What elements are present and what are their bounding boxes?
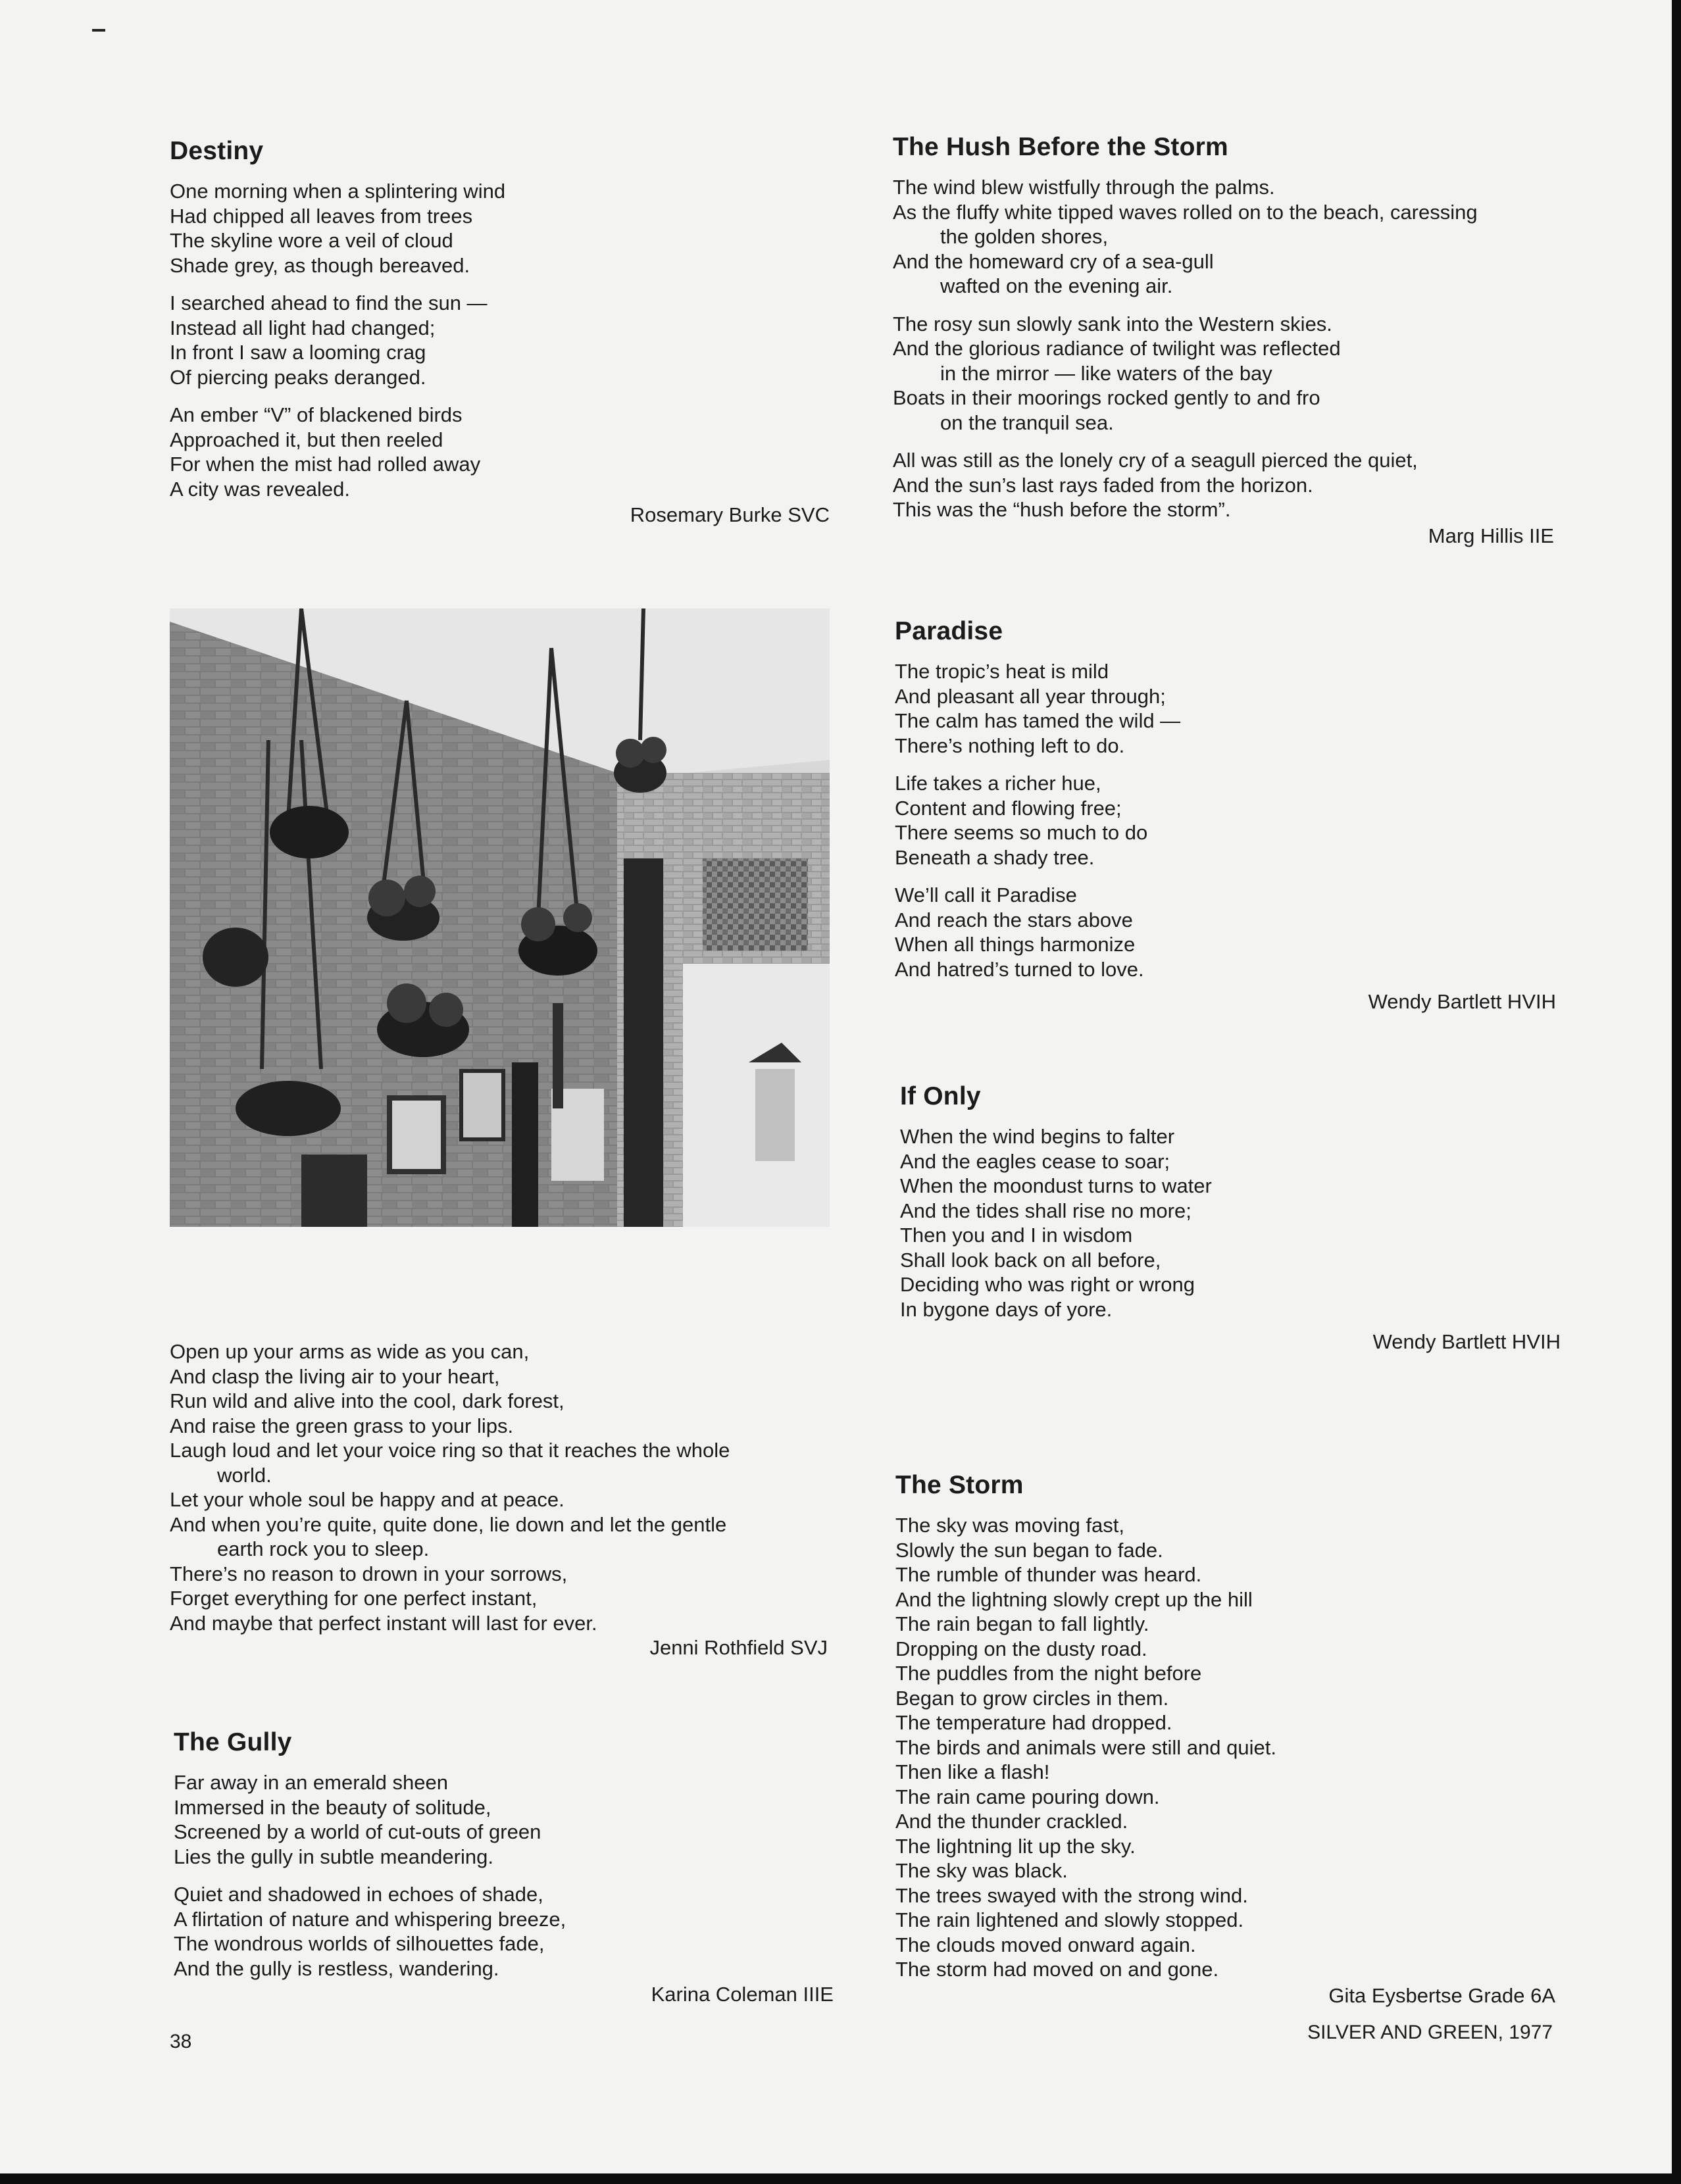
poem-line: Laugh loud and let your voice ring so that it reaches the whole — [170, 1439, 730, 1462]
poem-line: wafted on the evening air. — [940, 274, 1173, 297]
page-edge — [0, 2173, 1681, 2184]
poem-line: When the wind begins to falter — [900, 1125, 1175, 1148]
publication-footer: SILVER AND GREEN, 1977 — [1307, 2022, 1553, 2043]
poem-line: earth rock you to sleep. — [217, 1537, 430, 1560]
poem-line: Deciding who was right or wrong — [900, 1273, 1195, 1296]
poem-line: One morning when a splintering wind — [170, 180, 506, 203]
poem-line: Forget everything for one perfect instant, — [170, 1587, 538, 1610]
poem-author: Marg Hillis IIE — [1428, 524, 1554, 547]
stanza — [170, 403, 830, 501]
poem-line: And clasp the living air to your heart, — [170, 1364, 500, 1388]
poem-line: And hatred’s turned to love. — [895, 957, 1144, 981]
stanza — [895, 883, 1556, 981]
poem-line: There’s no reason to drown in your sorrows, — [170, 1562, 568, 1585]
page-number: 38 — [170, 2031, 192, 2052]
poem-line: A city was revealed. — [170, 477, 350, 501]
poem-title: Destiny — [170, 137, 264, 165]
poem-line: And the thunder crackled. — [895, 1810, 1128, 1833]
poem-line: And the glorious radiance of twilight was reflected — [893, 337, 1341, 360]
poem-line: And maybe that perfect instant will last for ever. — [170, 1611, 597, 1635]
poem-line: And the homeward cry of a sea-gull — [893, 249, 1214, 273]
poem-author: Wendy Bartlett HVIH — [1368, 990, 1556, 1013]
poem-line: Far away in an emerald sheen — [174, 1771, 449, 1794]
poem-line: Shade grey, as though bereaved. — [170, 253, 470, 277]
poem-title: The Hush Before the Storm — [893, 133, 1228, 161]
poem-line: Quiet and shadowed in echoes of shade, — [174, 1883, 543, 1906]
poem-line: The trees swayed with the strong wind. — [895, 1883, 1248, 1907]
stanza — [893, 448, 1554, 522]
poem-title: Paradise — [895, 617, 1003, 645]
poem-line: The sky was moving fast, — [895, 1514, 1125, 1537]
poem-line: There’s nothing left to do. — [895, 733, 1125, 757]
stanza — [895, 771, 1556, 870]
stanza — [900, 1124, 1561, 1322]
poem-line: And raise the green grass to your lips. — [170, 1414, 514, 1437]
poem-line: Had chipped all leaves from trees — [170, 204, 473, 228]
poem-author: Wendy Bartlett HVIH — [1372, 1330, 1561, 1353]
poem-line: Lies the gully in subtle meandering. — [174, 1845, 493, 1868]
poem-line: Content and flowing free; — [895, 796, 1122, 820]
poem-line: The rosy sun slowly sank into the Western skies. — [893, 312, 1332, 335]
poem-line: The storm had moved on and gone. — [895, 1958, 1219, 1981]
poem-line: And the gully is restless, wandering. — [174, 1956, 499, 1980]
poem-line: As the fluffy white tipped waves rolled on to the beach, caressing — [893, 200, 1478, 224]
poem-line: The temperature had dropped. — [895, 1711, 1172, 1734]
poem-line: All was still as the lonely cry of a seagull pierced the quiet, — [893, 449, 1418, 472]
poem-line: The rain lightened and slowly stopped. — [895, 1908, 1244, 1931]
poem-line: Of piercing peaks deranged. — [170, 365, 426, 389]
poem-untitled — [170, 1339, 828, 1660]
poem-line: An ember “V” of blackened birds — [170, 403, 463, 426]
poem-line: in the mirror — like waters of the bay — [940, 361, 1272, 385]
poem-line: Open up your arms as wide as you can, — [170, 1340, 530, 1363]
stanza — [895, 1513, 1555, 1982]
poem-the-gully — [174, 1728, 834, 2007]
poem-line: When the moondust turns to water — [900, 1174, 1212, 1197]
poem-line: The skyline wore a veil of cloud — [170, 229, 453, 252]
poem-author: Karina Coleman IIIE — [651, 1983, 834, 2006]
poem-line: There seems so much to do — [895, 821, 1148, 844]
poem-line: Run wild and alive into the cool, dark forest, — [170, 1389, 565, 1412]
poem-author: Jenni Rothfield SVJ — [649, 1636, 828, 1659]
poem-line: The birds and animals were still and quiet. — [895, 1735, 1276, 1759]
poem-title: The Storm — [895, 1471, 1024, 1499]
stanza — [170, 291, 830, 389]
poem-line: The rain began to fall lightly. — [895, 1612, 1149, 1635]
poem-line: Dropping on the dusty road. — [895, 1637, 1147, 1660]
poem-if-only — [900, 1082, 1561, 1354]
poem-the-storm — [895, 1471, 1555, 2008]
poem-line: Began to grow circles in them. — [895, 1686, 1169, 1710]
poem-line: The wind blew wistfully through the palms. — [893, 176, 1275, 199]
photo-hanging-plants — [170, 608, 830, 1227]
poem-line: And the tides shall rise no more; — [900, 1199, 1192, 1222]
page-edge — [1672, 0, 1681, 2184]
stanza — [893, 175, 1554, 299]
poem-line: Boats in their moorings rocked gently to and fro — [893, 386, 1320, 409]
poem-line: The clouds moved onward again. — [895, 1933, 1196, 1956]
poem-line: The wondrous worlds of silhouettes fade, — [174, 1932, 545, 1955]
stanza — [893, 312, 1554, 435]
poem-line: And pleasant all year through; — [895, 684, 1166, 708]
stanza — [174, 1770, 834, 1869]
poem-line: Immersed in the beauty of solitude, — [174, 1795, 491, 1819]
poem-line: world. — [217, 1463, 272, 1487]
poem-line: Approached it, but then reeled — [170, 428, 443, 451]
poem-author: Gita Eysbertse Grade 6A — [1328, 1983, 1555, 2007]
poem-line: Slowly the sun began to fade. — [895, 1538, 1163, 1562]
poem-line: This was the “hush before the storm”. — [893, 498, 1231, 521]
poem-line: For when the mist had rolled away — [170, 453, 481, 476]
poem-line: Shall look back on all before, — [900, 1248, 1161, 1272]
stanza — [170, 179, 830, 278]
stanza — [174, 1882, 834, 1981]
poem-hush-before-the-storm — [893, 133, 1554, 548]
poem-line: And the eagles cease to soar; — [900, 1149, 1170, 1173]
poem-line: the golden shores, — [940, 225, 1109, 248]
poem-line: Screened by a world of cut-outs of green — [174, 1820, 541, 1843]
poem-line: And the lightning slowly crept up the hill — [895, 1587, 1253, 1611]
poem-line: The sky was black. — [895, 1859, 1068, 1882]
poem-line: I searched ahead to find the sun — — [170, 291, 488, 314]
poem-line: Instead all light had changed; — [170, 316, 436, 339]
poem-line: The lightning lit up the sky. — [895, 1834, 1136, 1858]
poem-line: And reach the stars above — [895, 908, 1133, 931]
poem-line: The calm has tamed the wild — — [895, 709, 1181, 732]
poem-title: The Gully — [174, 1728, 292, 1756]
margin-mark — [92, 29, 105, 32]
poem-line: In front I saw a looming crag — [170, 341, 426, 364]
poem-line: Then you and I in wisdom — [900, 1224, 1133, 1247]
poem-line: on the tranquil sea. — [940, 410, 1114, 434]
poem-line: When all things harmonize — [895, 933, 1136, 956]
poem-line: And the sun’s last rays faded from the horizon. — [893, 473, 1313, 497]
poem-destiny — [170, 137, 830, 528]
poem-line: In bygone days of yore. — [900, 1297, 1113, 1321]
poem-line: Beneath a shady tree. — [895, 845, 1095, 869]
poem-author: Rosemary Burke SVC — [630, 503, 830, 526]
poem-line: The puddles from the night before — [895, 1662, 1202, 1685]
poem-line: The rain came pouring down. — [895, 1785, 1160, 1808]
poem-line: Life takes a richer hue, — [895, 772, 1101, 795]
poem-line: And when you’re quite, quite done, lie down and let the gentle — [170, 1512, 727, 1536]
poem-paradise — [895, 617, 1556, 1014]
stanza — [895, 659, 1556, 758]
poem-line: The tropic’s heat is mild — [895, 660, 1109, 683]
poem-line: Let your whole soul be happy and at peace. — [170, 1488, 565, 1511]
poem-line: A flirtation of nature and whispering breeze, — [174, 1907, 566, 1931]
poem-line: We’ll call it Paradise — [895, 883, 1077, 906]
poem-title: If Only — [900, 1082, 981, 1110]
poem-line: Then like a flash! — [895, 1760, 1050, 1783]
poem-line: The rumble of thunder was heard. — [895, 1563, 1202, 1586]
